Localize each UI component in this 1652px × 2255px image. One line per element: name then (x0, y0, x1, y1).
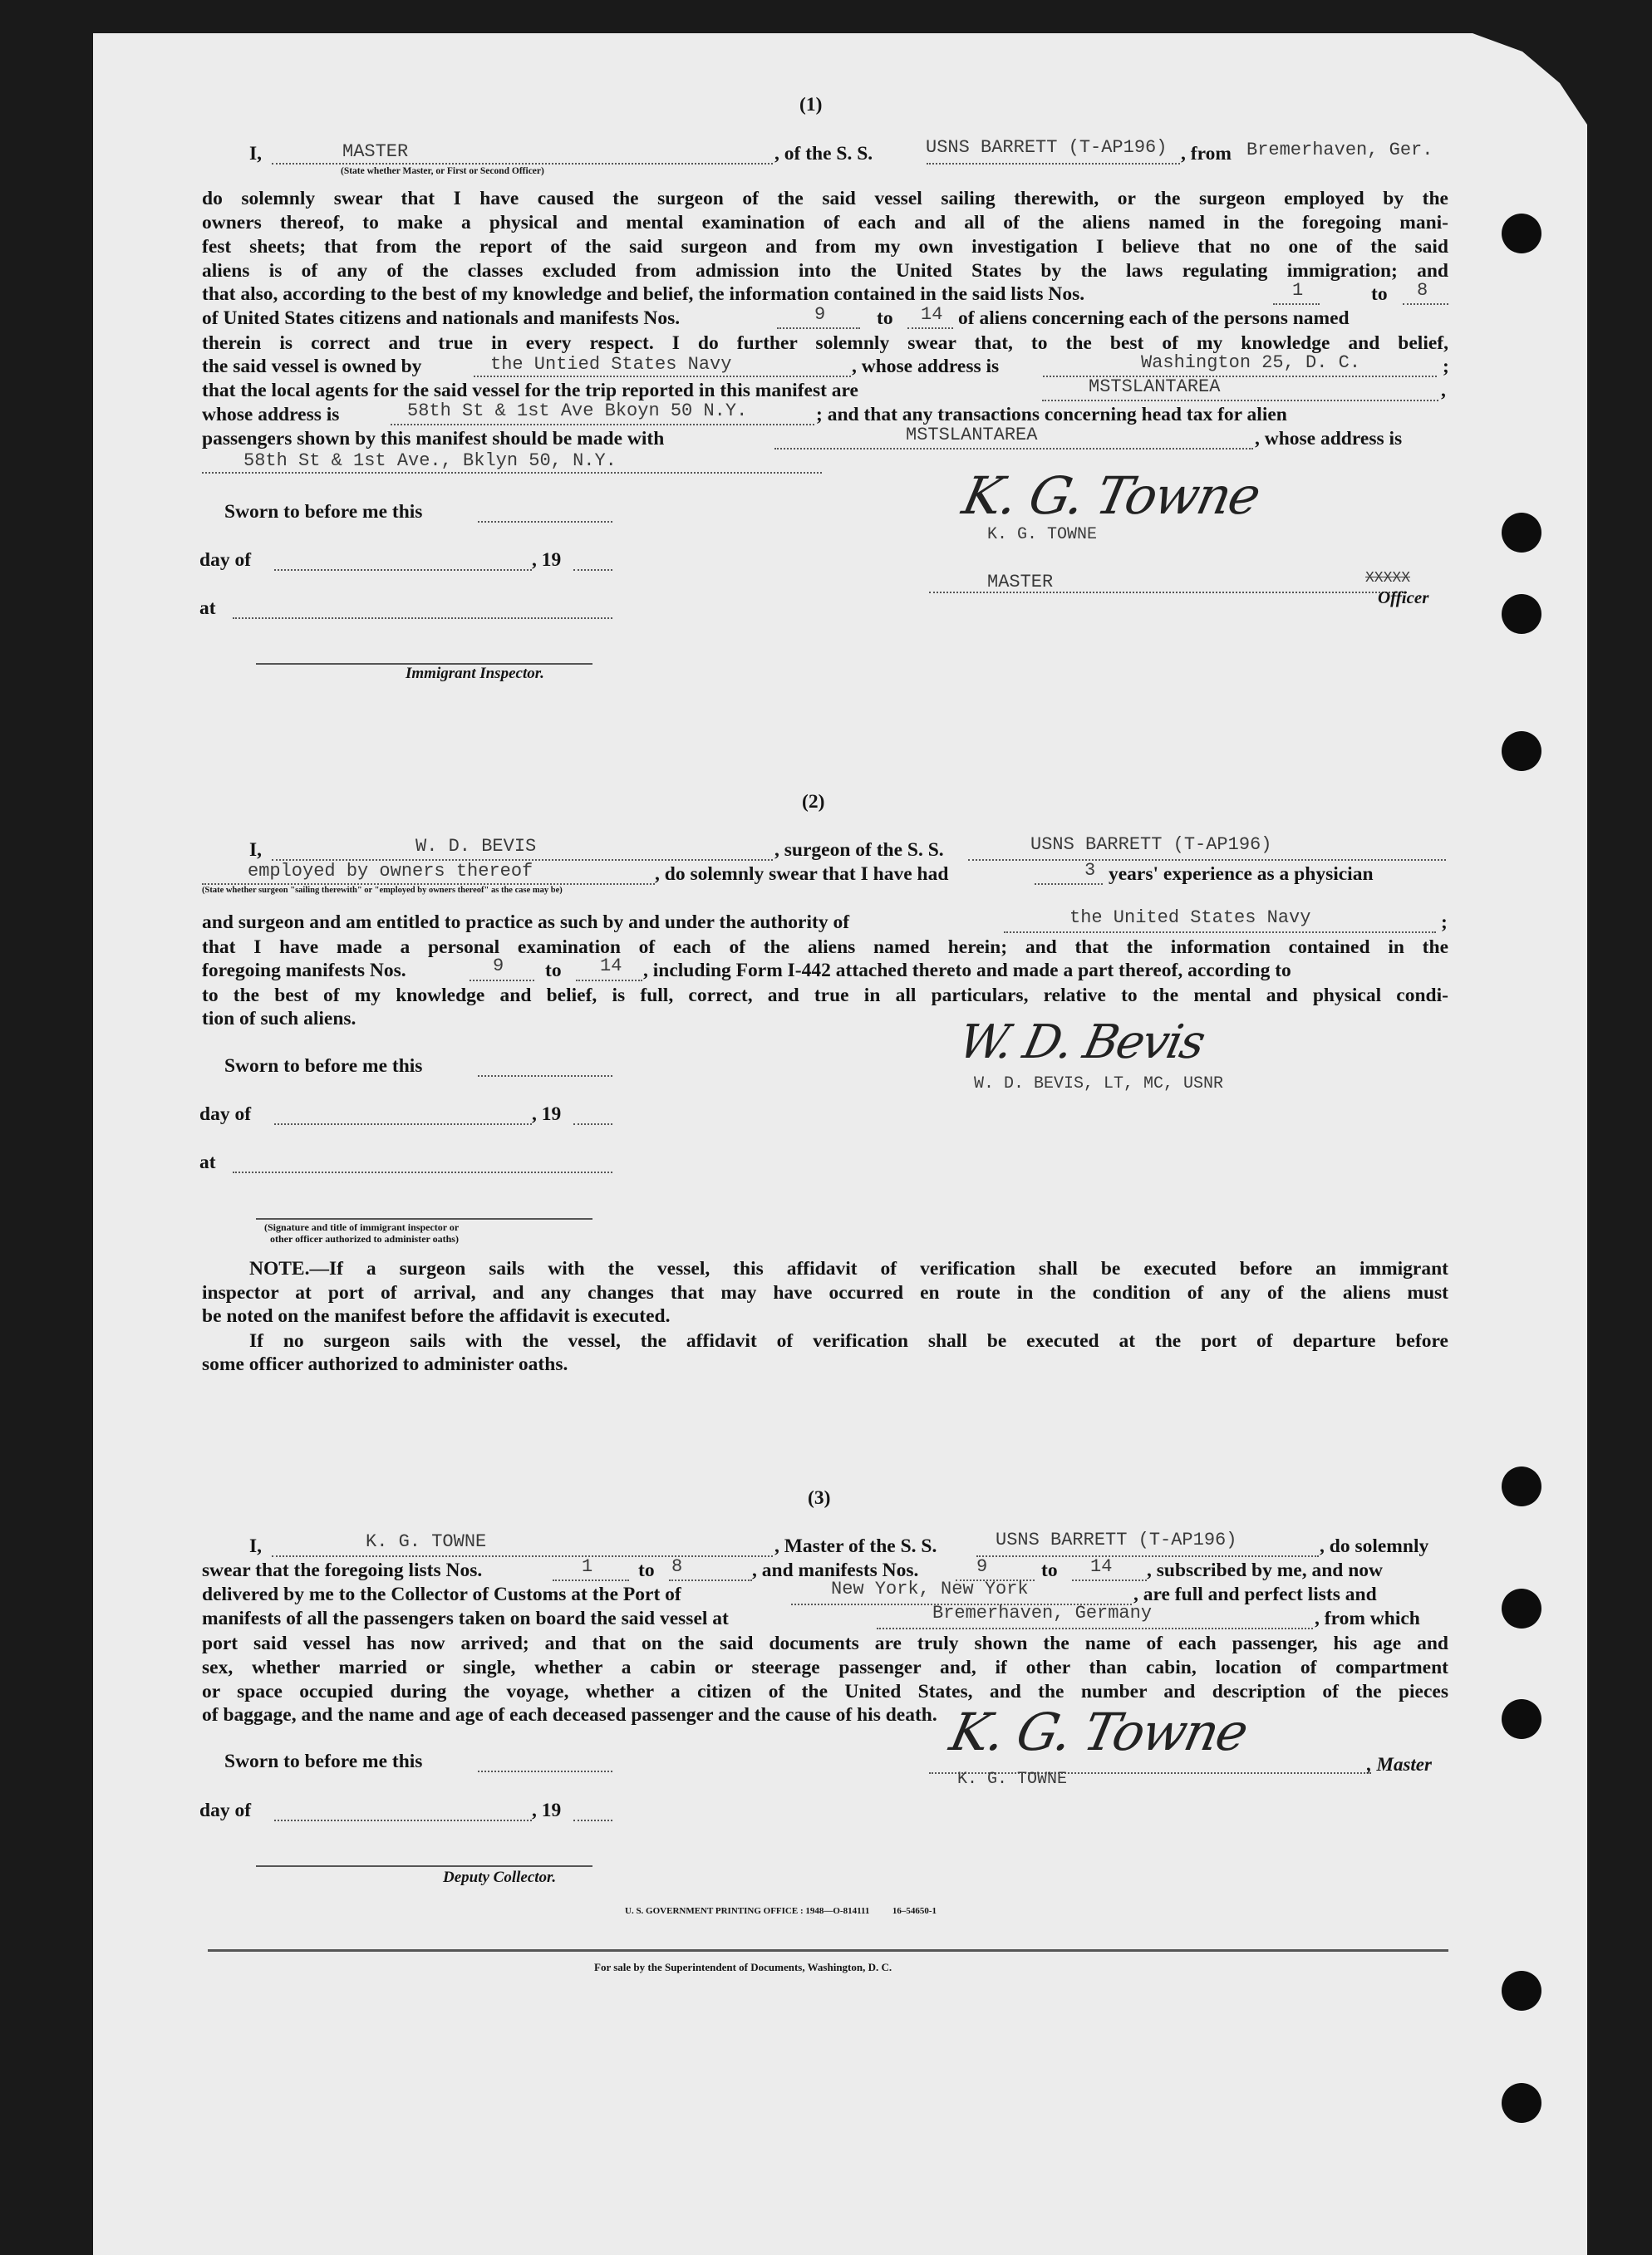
s2-i: I, (249, 839, 263, 861)
s1-name-line (272, 163, 773, 165)
s3-to-word-1: to (638, 1560, 655, 1581)
s1-from: , from (1181, 143, 1232, 165)
s1-owner-line (474, 376, 851, 377)
s2-note-5: some officer authorized to administer oaths. (202, 1353, 568, 1375)
s1-semi: ; (1443, 356, 1449, 377)
s2-name-fill: W. D. BEVIS (415, 836, 537, 857)
s3-line-8: of baggage, and the name and age of each deceased passenger and the cause of his death. (202, 1704, 937, 1726)
s1-owner-addr-label: , whose address is (852, 356, 1000, 377)
s2-years-line (1035, 883, 1103, 885)
s1-at: at (199, 597, 216, 619)
punch-hole (1502, 1971, 1541, 2011)
s1-headtax-addr-fill: 58th St & 1st Ave., Bklyn 50, N.Y. (243, 450, 617, 471)
s3-man-to-line (1072, 1579, 1147, 1581)
s2-sworn-line (478, 1075, 612, 1077)
s3-day-line (274, 1820, 532, 1821)
s1-line-1: do solemnly swear that I have caused the surgeon of the said vessel sailing therewith, or the surgeon employed by the (202, 188, 1448, 209)
s1-agent-addr-line (391, 424, 814, 425)
s3-l4-tail: , from which (1315, 1608, 1420, 1629)
s2-inspector-line (256, 1218, 592, 1220)
s2-to-word: to (545, 960, 562, 981)
s3-lists-to: 8 (671, 1556, 683, 1577)
s3-line-7: or space occupied during the voyage, whether a citizen of the United States, and the number and description of the pieces (202, 1681, 1448, 1702)
s1-day-line (274, 569, 532, 571)
s2-signer-typed: W. D. BEVIS, LT, MC, USNR (974, 1074, 1224, 1093)
s2-authority-line (1004, 931, 1436, 933)
s3-ship-line (976, 1555, 1319, 1557)
s2-note-1: NOTE.—If a surgeon sails with the vessel, this affidavit of verification shall be executed before an immigrant (249, 1258, 1448, 1280)
s2-sworn: Sworn to before me this (224, 1055, 423, 1077)
s1-headtax-line (774, 448, 1253, 450)
s2-years-fill: 3 (1084, 860, 1096, 881)
s1-line-7: therein is correct and true in every respect. I do further solemnly swear that, to the best of my knowledge and belief, (202, 332, 1448, 354)
s1-at-line (233, 617, 612, 619)
section-1-number: (1) (799, 94, 823, 115)
s3-name-line (272, 1555, 773, 1557)
s3-l3-pre: delivered by me to the Collector of Customs at the Port of (202, 1584, 681, 1605)
punch-hole (1502, 513, 1541, 553)
s3-l2-mid: , and manifests Nos. (752, 1560, 919, 1581)
s2-line-3: and surgeon and am entitled to practice as such by and under the authority of (202, 911, 850, 933)
s3-lists-from: 1 (582, 1556, 593, 1577)
s3-l2-tail: , subscribed by me, and now (1147, 1560, 1384, 1581)
s3-day: day of (199, 1800, 252, 1821)
s3-year-line (573, 1820, 612, 1821)
s1-officer-struck: XXXXX (1365, 570, 1411, 587)
s3-i: I, (249, 1535, 263, 1557)
s1-year: , 19 (532, 549, 562, 571)
s3-lists-to-line (669, 1579, 752, 1581)
footer-rule (208, 1949, 1448, 1952)
s2-note-4: If no surgeon sails with the vessel, the affidavit of verification shall be executed at the port of departure before (249, 1330, 1448, 1352)
s2-man-to-line (576, 980, 642, 981)
s1-caption: (State whether Master, or First or Second Officer) (341, 166, 544, 176)
s2-day: day of (199, 1103, 252, 1125)
s2-line-5-tail: , including Form I-442 attached thereto and made a part thereof, according to (643, 960, 1291, 981)
s1-man-tail: of aliens concerning each of the persons named (958, 307, 1350, 329)
s2-man-to: 14 (600, 956, 622, 976)
s1-year-line (573, 569, 612, 571)
s3-to-word-2: to (1041, 1560, 1058, 1581)
s2-semi: ; (1441, 911, 1448, 933)
s1-headtax-fill: MSTSLANTAREA (906, 425, 1038, 445)
s2-man-from: 9 (493, 956, 504, 976)
s3-dep-port-fill: Bremerhaven, Germany (932, 1603, 1153, 1624)
s1-agents-line (1042, 400, 1438, 401)
s1-line-10: whose address is (202, 404, 340, 425)
punch-hole (1502, 1466, 1541, 1506)
s2-line-4: that I have made a personal examination of each of the aliens named herein; and that the information contained in the (202, 936, 1448, 958)
s3-l3-tail: , are full and perfect lists and (1133, 1584, 1377, 1605)
s3-master-label: , Master (1367, 1754, 1432, 1775)
s3-line-5: port said vessel has now arrived; and that on the said documents are truly shown the name of each passenger, his age and (202, 1633, 1448, 1654)
s3-man-to: 14 (1090, 1556, 1113, 1577)
s1-owner-fill: the Untied States Navy (490, 354, 732, 375)
s1-lists-to-line (1403, 303, 1448, 305)
s1-signature: K. G. Towne (957, 465, 1265, 526)
s1-headtax-tail: , whose address is (1255, 428, 1403, 450)
section-3-number: (3) (808, 1487, 831, 1509)
punch-hole (1502, 731, 1541, 771)
section-2-number: (2) (802, 791, 825, 813)
s1-line-8: the said vessel is owned by (202, 356, 422, 377)
s2-line-6: to the best of my knowledge and belief, is full, correct, and true in all particulars, relative to the mental and physical condi- (202, 985, 1448, 1006)
s2-ship-fill: USNS BARRETT (T-AP196) (1030, 834, 1272, 855)
s3-lists-from-line (553, 1579, 629, 1581)
s3-sworn-line (478, 1771, 612, 1772)
s1-lists-to: 8 (1417, 280, 1428, 301)
s2-note-2: inspector at port of arrival, and any changes that may have occurred en route in the condition of any of the aliens must (202, 1282, 1448, 1304)
footer-gpo: U. S. GOVERNMENT PRINTING OFFICE : 1948—O-814111 16–54650-1 (625, 1906, 937, 1916)
s1-headtax-addr-line (202, 472, 822, 474)
s2-at-line (233, 1172, 612, 1173)
s2-caption-2a: (Signature and title of immigrant inspector or (264, 1221, 460, 1233)
s1-sworn-line (478, 521, 612, 523)
punch-hole (1502, 1699, 1541, 1739)
s2-caption: (State whether surgeon "sailing therewith" or "employed by owners thereof" as the case may be) (202, 886, 563, 895)
s3-master-of: , Master of the S. S. (774, 1535, 937, 1557)
s1-line-9: that the local agents for the said vessel for the trip reported in this manifest are (202, 380, 858, 401)
s1-title-fill: MASTER (987, 572, 1054, 592)
punch-hole (1502, 2083, 1541, 2123)
s1-agent-addr-fill: 58th St & 1st Ave Bkoyn 50 N.Y. (407, 400, 748, 421)
punch-hole (1502, 1589, 1541, 1629)
s1-name-fill: MASTER (342, 141, 409, 162)
s2-line-5-pre: foregoing manifests Nos. (202, 960, 406, 981)
s1-line-2: owners thereof, to make a physical and mental examination of each and all of the aliens named in the foregoing mani- (202, 212, 1448, 233)
s2-employed-fill: employed by owners thereof (248, 861, 533, 882)
s2-at: at (199, 1152, 216, 1173)
s1-inspector-label: Immigrant Inspector. (406, 665, 544, 682)
s1-lists-to-word: to (1371, 283, 1388, 305)
s3-collector-line (256, 1865, 592, 1867)
s1-line-11: passengers shown by this manifest should be made with (202, 428, 665, 450)
s1-officer-label: Officer (1378, 587, 1429, 607)
s1-port-fill: Bremerhaven, Ger. (1246, 140, 1433, 160)
footer-sale: For sale by the Superintendent of Documents, Washington, D. C. (594, 1961, 892, 1973)
s3-signer-typed: K. G. TOWNE (957, 1770, 1068, 1789)
s1-sworn: Sworn to before me this (224, 501, 423, 523)
s2-signature: W. D. Bevis (954, 1015, 1209, 1069)
s1-lists-from: 1 (1292, 280, 1304, 301)
s1-ship-line (927, 163, 1180, 165)
s2-year-line (573, 1123, 612, 1125)
s1-agents-fill: MSTSLANTAREA (1089, 376, 1221, 397)
s1-man-from: 9 (814, 304, 826, 325)
s2-note-3: be noted on the manifest before the affidavit is executed. (202, 1305, 671, 1327)
s3-year: , 19 (532, 1800, 562, 1821)
s1-agent-tail: ; and that any transactions concerning head tax for alien (816, 404, 1287, 425)
s2-l2-tail: years' experience as a physician (1109, 863, 1374, 885)
s3-port-fill: New York, New York (831, 1579, 1029, 1599)
s1-ship-fill: USNS BARRETT (T-AP196) (926, 137, 1168, 158)
s2-surgeon-of: , surgeon of the S. S. (774, 839, 944, 861)
s1-man-from-line (777, 327, 860, 329)
s3-ship-fill: USNS BARRETT (T-AP196) (996, 1530, 1237, 1550)
s1-line-3: fest sheets; that from the report of the said surgeon and from my own investigation I believe that no one of the said (202, 236, 1448, 258)
punch-hole (1502, 594, 1541, 634)
s3-name-fill: K. G. TOWNE (366, 1531, 487, 1552)
s1-man-to-word: to (877, 307, 893, 329)
s3-collector-label: Deputy Collector. (443, 1869, 557, 1886)
s2-day-line (274, 1123, 532, 1125)
s2-man-from-line (470, 980, 534, 981)
s2-employed-line (202, 883, 655, 885)
s1-line-6: of United States citizens and nationals and manifests Nos. (202, 307, 681, 329)
s1-man-to: 14 (921, 304, 943, 325)
s2-l2-mid: , do solemnly swear that I have had (655, 863, 949, 885)
s1-line-4: aliens is of any of the classes excluded from admission into the United States by the laws regulating immigration; and (202, 260, 1448, 282)
s1-owner-addr-fill: Washington 25, D. C. (1141, 352, 1361, 373)
s3-l4-pre: manifests of all the passengers taken on board the said vessel at (202, 1608, 729, 1629)
s1-i: I, (249, 143, 263, 165)
s1-line-5: that also, according to the best of my knowledge and belief, the information contained in the said lists Nos. (202, 283, 1085, 305)
s1-day: day of (199, 549, 252, 571)
s2-caption-2b: other officer authorized to administer oaths) (270, 1233, 459, 1245)
s1-comma: , (1441, 380, 1446, 401)
s3-l1-tail: , do solemnly (1320, 1535, 1429, 1557)
s3-signature: K. G. Towne (945, 1702, 1252, 1762)
s3-sworn: Sworn to before me this (224, 1751, 423, 1772)
s2-line-7: tion of such aliens. (202, 1008, 356, 1029)
s2-ship-line (968, 859, 1446, 861)
s1-signer-typed: K. G. TOWNE (987, 525, 1098, 544)
s1-lists-from-line (1273, 303, 1320, 305)
s3-line-6: sex, whether married or single, whether a cabin or steerage passenger and, if other than cabin, location of compartment (202, 1657, 1448, 1678)
punch-hole (1502, 214, 1541, 253)
s3-man-from: 9 (976, 1556, 988, 1577)
s2-authority-fill: the United States Navy (1069, 907, 1311, 928)
s3-l2-pre: swear that the foregoing lists Nos. (202, 1560, 483, 1581)
s3-dep-port-line (877, 1628, 1313, 1629)
s1-man-to-line (907, 327, 953, 329)
s2-year: , 19 (532, 1103, 562, 1125)
s1-of-ship: , of the S. S. (774, 143, 873, 165)
